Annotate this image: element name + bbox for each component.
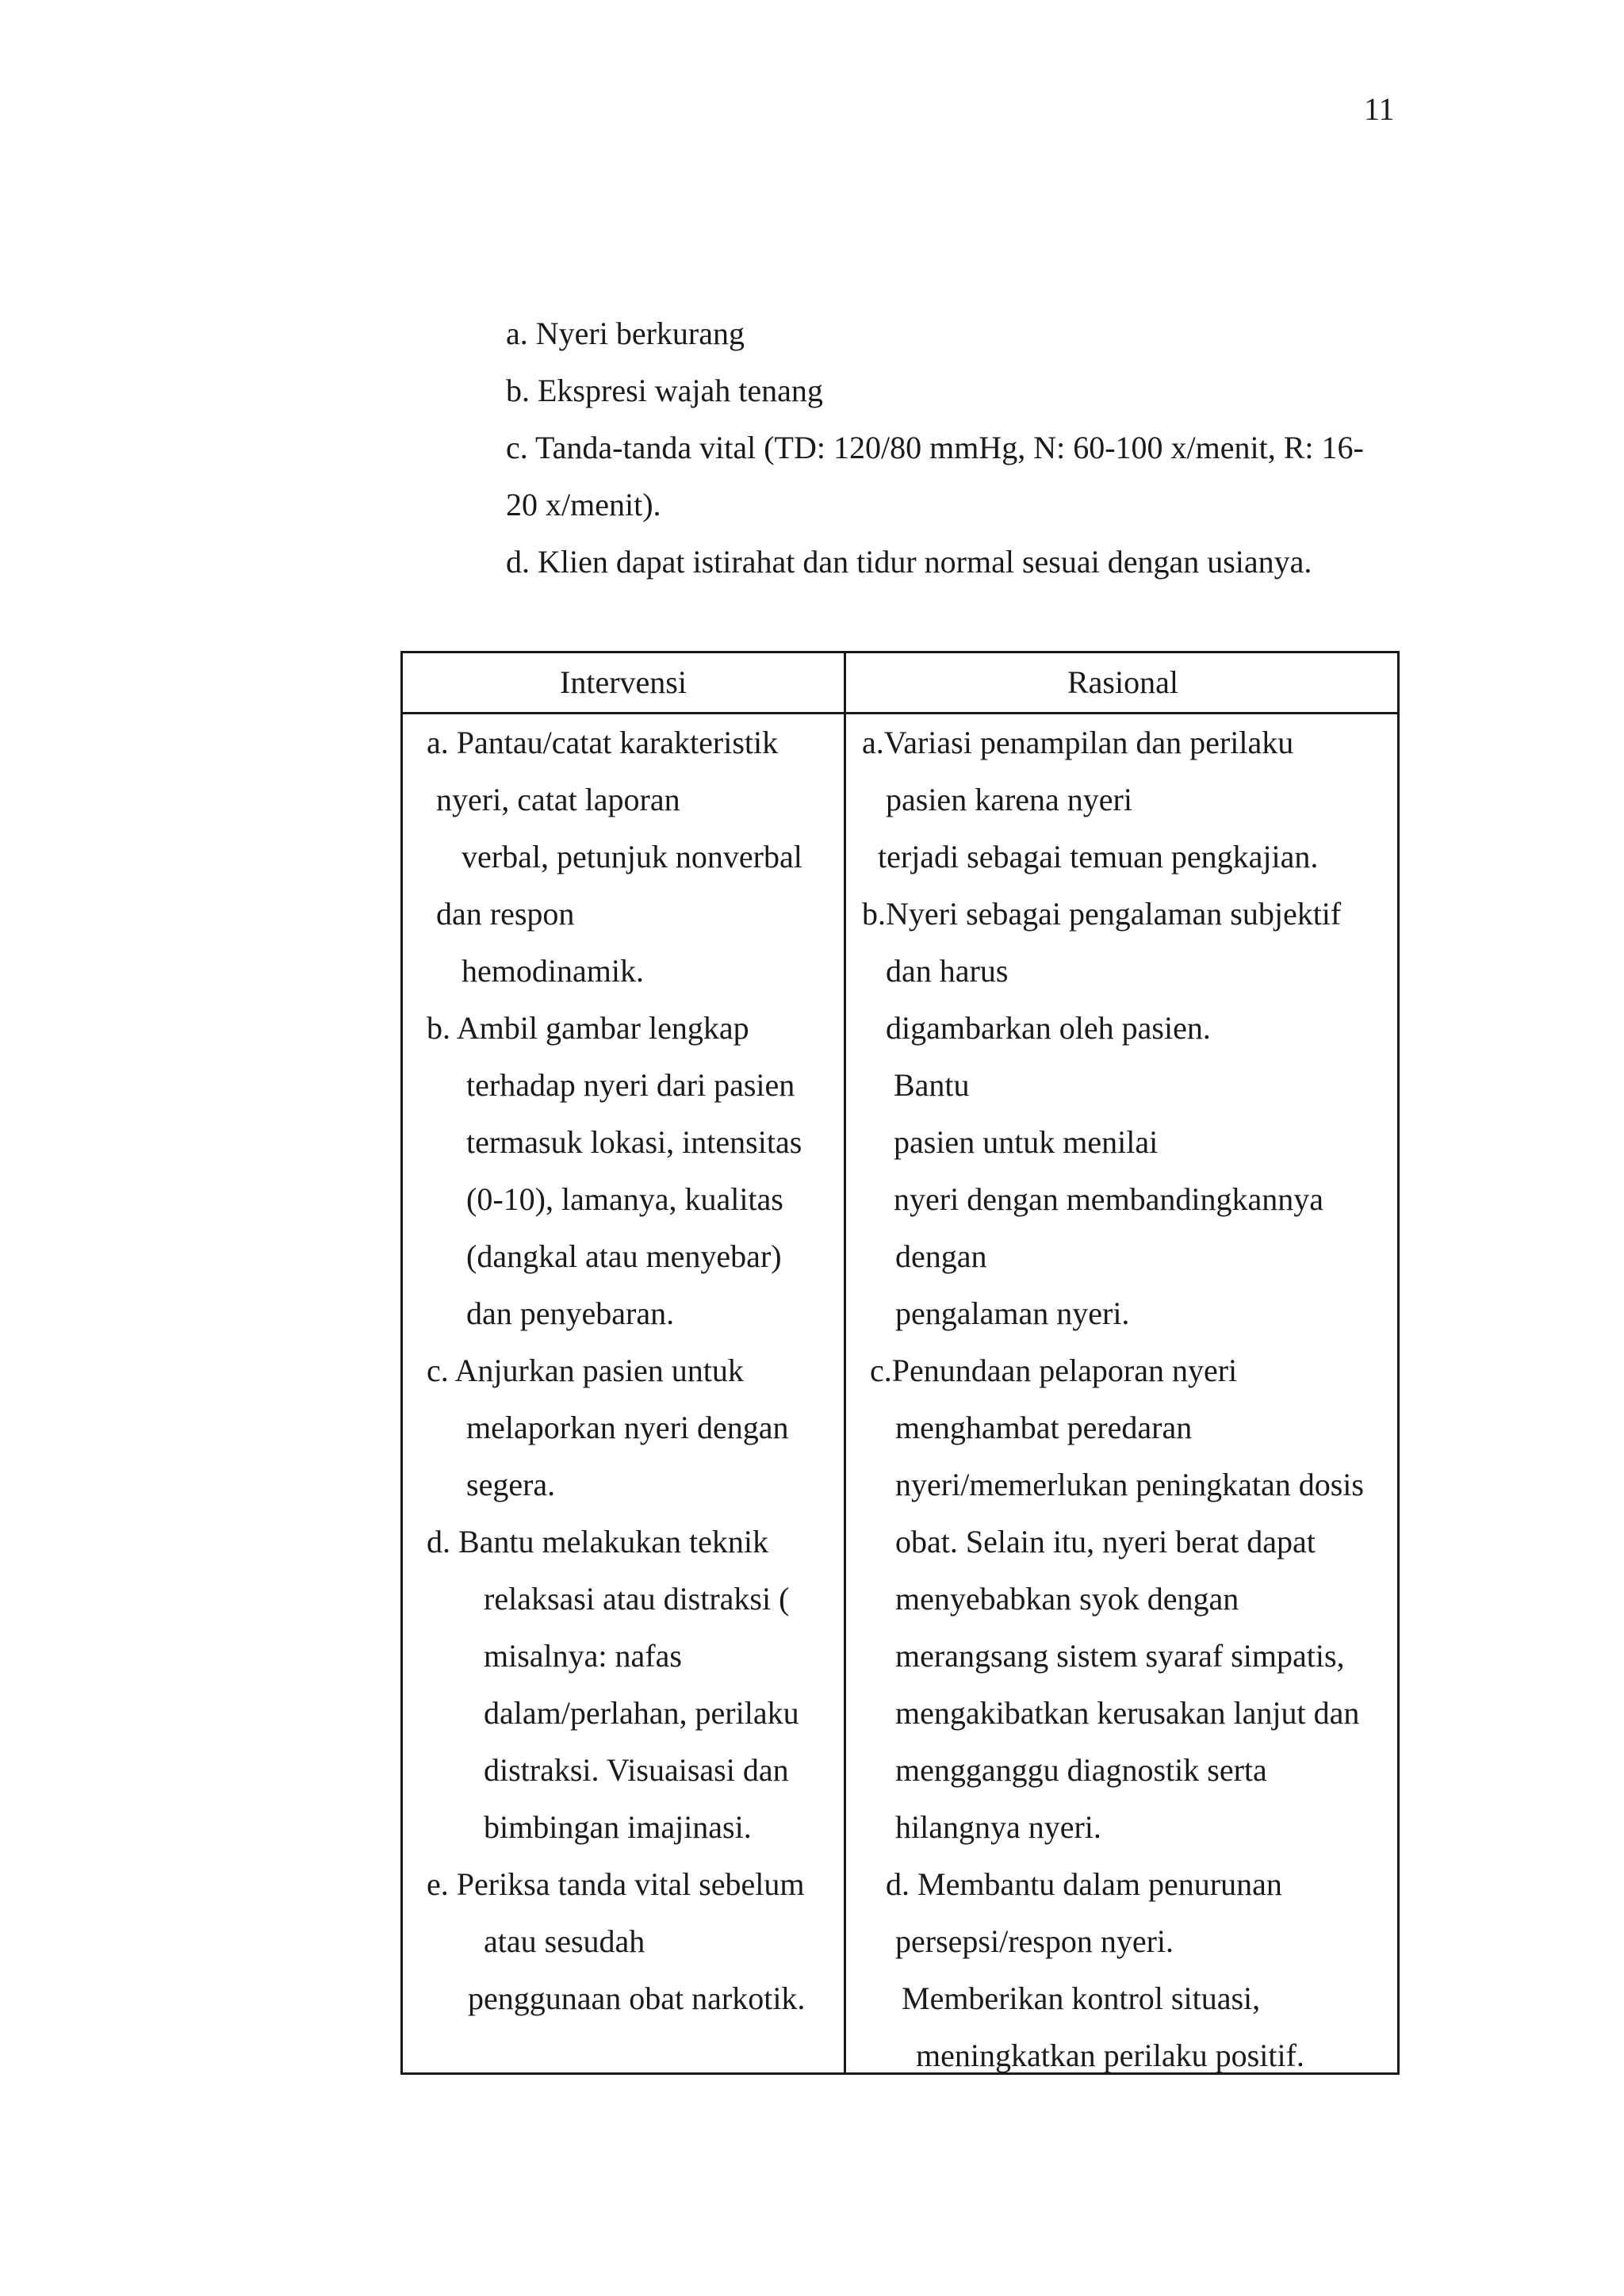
rasional-line: Memberikan kontrol situasi,: [902, 1980, 1261, 2016]
intervensi-line: dalam/perlahan, perilaku: [484, 1695, 799, 1731]
rasional-line: merangsang sistem syaraf simpatis,: [895, 1638, 1345, 1674]
page-number: 11: [1364, 91, 1395, 127]
criteria-item: a. Nyeri berkurang: [506, 316, 745, 351]
criteria-item: d. Klien dapat istirahat dan tidur normal sesuai dengan usianya.: [506, 544, 1312, 580]
outcome-criteria-list: [506, 305, 1394, 591]
intervensi-line: nyeri, catat laporan: [436, 782, 680, 817]
intervensi-line: verbal, petunjuk nonverbal: [462, 839, 802, 874]
rasional-line: b.Nyeri sebagai pengalaman subjektif: [862, 896, 1342, 932]
intervensi-line: termasuk lokasi, intensitas: [466, 1124, 802, 1160]
intervention-table: [400, 651, 1400, 2075]
intervensi-line: e. Periksa tanda vital sebelum: [427, 1866, 805, 1902]
rasional-line: menyebabkan syok dengan: [895, 1581, 1239, 1617]
rasional-line: digambarkan oleh pasien.: [886, 1010, 1211, 1046]
intervensi-line: melaporkan nyeri dengan: [466, 1410, 789, 1445]
rasional-line: nyeri dengan membandingkannya: [894, 1181, 1324, 1217]
intervensi-line: b. Ambil gambar lengkap: [427, 1010, 749, 1046]
intervensi-line: bimbingan imajinasi.: [484, 1809, 752, 1845]
intervensi-line: penggunaan obat narkotik.: [468, 1980, 806, 2016]
rasional-line: mengganggu diagnostik serta: [895, 1752, 1267, 1788]
rasional-line: d. Membantu dalam penurunan: [886, 1866, 1282, 1902]
rasional-line: dengan: [895, 1238, 987, 1274]
rasional-line: meningkatkan perilaku positif.: [916, 2038, 1304, 2073]
rasional-line: pengalaman nyeri.: [895, 1295, 1130, 1331]
rasional-line: hilangnya nyeri.: [895, 1809, 1101, 1845]
rasional-line: pasien karena nyeri: [886, 782, 1132, 817]
rasional-line: persepsi/respon nyeri.: [895, 1923, 1174, 1959]
header-intervensi: Intervensi: [560, 664, 687, 700]
rasional-column: [846, 714, 1400, 2084]
intervensi-line: (0-10), lamanya, kualitas: [466, 1181, 783, 1217]
rasional-line: nyeri/memerlukan peningkatan dosis: [895, 1467, 1364, 1502]
intervensi-line: dan respon: [436, 896, 575, 932]
rasional-line: pasien untuk menilai: [894, 1124, 1159, 1160]
rasional-line: mengakibatkan kerusakan lanjut dan: [895, 1695, 1360, 1731]
intervensi-line: terhadap nyeri dari pasien: [466, 1067, 795, 1103]
intervensi-line: misalnya: nafas: [484, 1638, 682, 1674]
intervensi-line: a. Pantau/catat karakteristik: [427, 725, 779, 760]
rasional-line: a.Variasi penampilan dan perilaku: [862, 725, 1294, 760]
rasional-line: terjadi sebagai temuan pengkajian.: [878, 839, 1319, 874]
rasional-line: dan harus: [886, 953, 1009, 989]
criteria-item: c. Tanda-tanda vital (TD: 120/80 mmHg, N: 60-100 x/menit, R: 16-: [506, 430, 1364, 465]
intervensi-line: dan penyebaran.: [466, 1295, 675, 1331]
rasional-line: Bantu: [894, 1067, 970, 1103]
intervensi-line: relaksasi atau distraksi (: [484, 1581, 790, 1617]
header-rasional: Rasional: [1067, 664, 1178, 700]
intervensi-line: distraksi. Visuaisasi dan: [484, 1752, 789, 1788]
intervensi-line: hemodinamik.: [462, 953, 644, 989]
criteria-item: b. Ekspresi wajah tenang: [506, 373, 823, 408]
rasional-line: c.Penundaan pelaporan nyeri: [870, 1353, 1238, 1388]
rasional-line: menghambat peredaran: [895, 1410, 1193, 1445]
intervensi-line: d. Bantu melakukan teknik: [427, 1524, 769, 1559]
intervensi-line: atau sesudah: [484, 1923, 645, 1959]
intervensi-line: (dangkal atau menyebar): [466, 1238, 782, 1274]
rasional-line: obat. Selain itu, nyeri berat dapat: [895, 1524, 1316, 1559]
intervensi-line: c. Anjurkan pasien untuk: [427, 1353, 744, 1388]
intervensi-line: segera.: [466, 1467, 556, 1502]
intervensi-column: [403, 714, 844, 2027]
criteria-item-continuation: 20 x/menit).: [506, 487, 661, 522]
